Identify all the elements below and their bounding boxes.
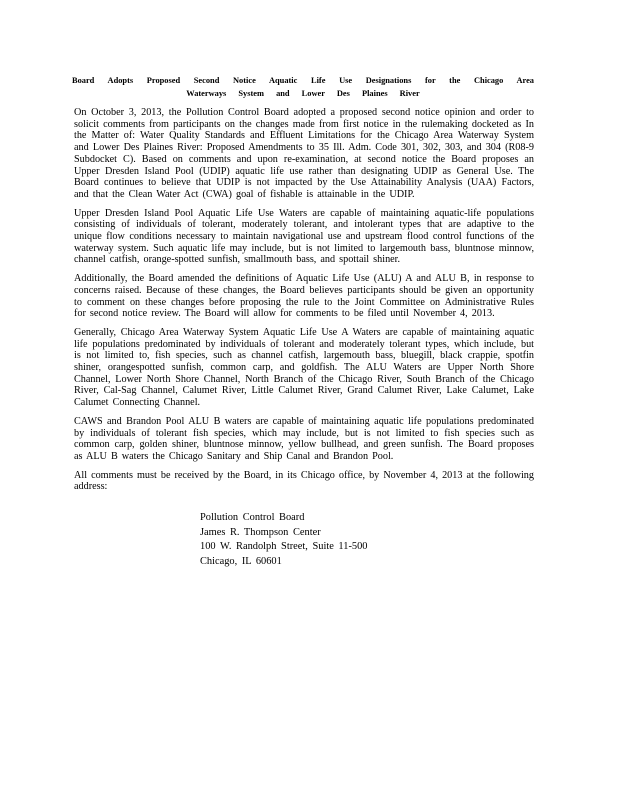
document-body xyxy=(74,107,534,569)
paragraph-comment-deadline: All comments must be received by the Board, in its Chicago office, by November 4, 2013 at the following address: xyxy=(74,469,534,493)
address-line-1: Pollution Control Board xyxy=(200,512,305,524)
mailing-address xyxy=(200,511,534,569)
address-line-2: James R. Thompson Center xyxy=(200,526,321,538)
address-line-4: Chicago, IL 60601 xyxy=(200,555,282,567)
document-title: Board Adopts Proposed Second Notice Aquatic Life Use Designations for the Chicago Area Waterways System and Lower Des Plaines River xyxy=(72,76,534,98)
paragraph-alu-b-waters: CAWS and Brandon Pool ALU B waters are capable of maintaining aquatic life populations predominated by individuals of tolerant fish species, which may include, but is not limited to fish species such as common carp, golden shiner, bluntnose minnow, yellow bullhead, and green sunfish. The Board proposes as ALU B waters the Chicago Sanitary and Ship Canal and Brandon Pool. xyxy=(74,415,534,462)
paragraph-adoption: On October 3, 2013, the Pollution Control Board adopted a proposed second notice opinion and order to solicit comments from participants on the changes made from first notice in the rulemaking docketed as In the Matter of: Water Quality Standards and Effluent Limitations for the Chicago Area Waterway System and Lower Des Plaines River: Proposed Amendments to 35 Ill. Adm. Code 301, 302, 303, and 304 (R08-9 Subdocket C). Based on comments and upon re-examination, at second notice the Board proposes an Upper Dresden Island Pool (UDIP) aquatic life use rather than designating UDIP as General Use. The Board continues to believe that UDIP is not impacted by the Use Attainability Analysis (UAA) Factors, and that the Clean Water Act (CWA) goal of fishable is attainable in the UDIP. xyxy=(74,107,534,200)
address-line-3: 100 W. Randolph Street, Suite 11-500 xyxy=(200,541,368,553)
paragraph-udip-definition: Upper Dresden Island Pool Aquatic Life Use Waters are capable of maintaining aquatic-life populations consisting of individuals of tolerant, moderately tolerant, and intolerant types that are adaptive to the unique flow conditions necessary to maintain navigational use and upstream flood control functions of the waterway system. Such aquatic life may include, but is not limited to largemouth bass, bluntnose minnow, channel catfish, orange-spotted sunfish, smallmouth bass, and spottail shiner. xyxy=(74,207,534,266)
paragraph-alu-a-waters: Generally, Chicago Area Waterway System Aquatic Life Use A Waters are capable of maintaining aquatic life populations predominated by individuals of tolerant and moderately tolerant types, which include, but is not limited to, fish species, such as channel catfish, largemouth bass, bluegill, black crappie, spotfin shiner, orangespotted sunfish, common carp, and goldfish. The ALU Waters are Upper North Shore Channel, Lower North Shore Channel, North Branch of the Chicago River, South Branch of the Chicago River, Cal-Sag Channel, Calumet River, Little Calumet River, Grand Calumet River, Lake Calumet, Lake Calumet Connecting Channel. xyxy=(74,326,534,409)
paragraph-amended-definitions: Additionally, the Board amended the definitions of Aquatic Life Use (ALU) A and ALU B, in response to concerns raised. Because of these changes, the Board believes participants should be given an opportunity to comment on these changes before proposing the rule to the Joint Committee on Administrative Rules for second notice review. The Board will allow for comments to be filed until November 4, 2013. xyxy=(74,273,534,320)
